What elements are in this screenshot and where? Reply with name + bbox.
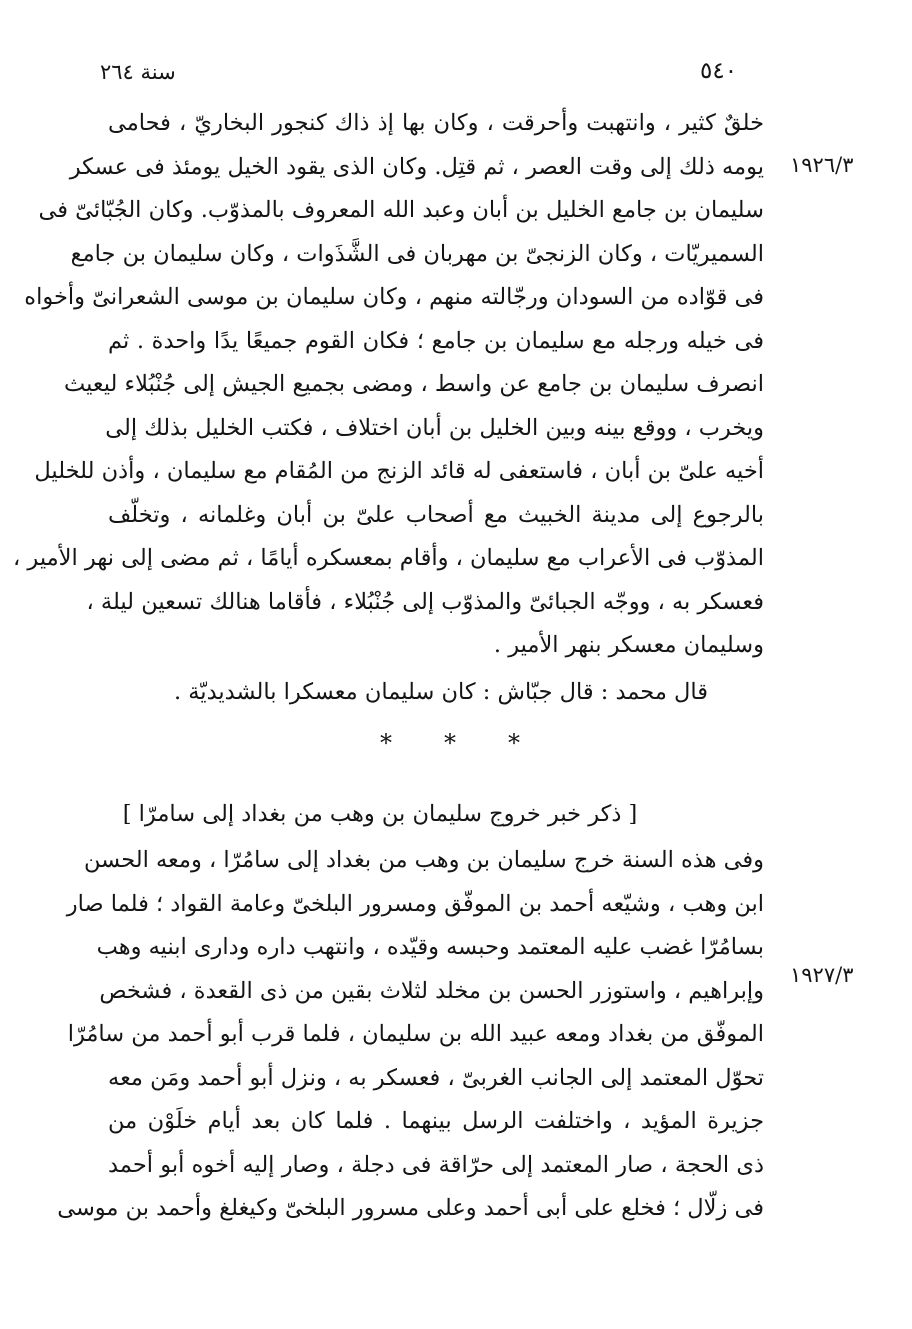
section-separator xyxy=(380,728,520,758)
text-line: ذى الحجة ، صار المعتمد إلى حرّاقة فى دجلة ، وصار إليه أخوه أبو أحمد xyxy=(108,1151,764,1178)
page-number: ٥٤٠ xyxy=(700,58,738,84)
text-line: سليمان بن جامع الخليل بن أبان وعبد الله المعروف بالمذوّب. وكان الجُبّائىّ فى xyxy=(38,197,764,223)
text-line: السميريّات ، وكان الزنجىّ بن مهربان فى الشَّذَوات ، وكان سليمان بن جامع xyxy=(70,240,764,267)
text-line: وفى هذه السنة خرج سليمان بن وهب من بغداد إلى سامُرّا ، ومعه الحسن xyxy=(84,847,764,873)
text-line: فى زلّال ؛ فخلع على أبى أحمد وعلى مسرور البلخىّ وكيغلغ وأحمد بن موسى xyxy=(57,1195,764,1221)
text-line: تحوّل المعتمد إلى الجانب الغربىّ ، فعسكر به ، ونزل أبو أحمد ومَن معه xyxy=(108,1064,764,1091)
text-line: فى خيله ورجله مع سليمان بن جامع ؛ فكان القوم جميعًا يدًا واحدة . ثم xyxy=(108,327,764,354)
separator-asterisk: * xyxy=(508,729,520,757)
body-paragraph xyxy=(13,102,764,668)
quotation-line: قال محمد : قال جبّاش : كان سليمان معسكرا بالشديديّة . xyxy=(173,679,708,705)
text-line: المذوّب فى الأعراب مع سليمان ، وأقام بمعسكره أيامًا ، ثم مضى إلى نهر الأمير ، xyxy=(13,545,764,571)
separator-asterisk: * xyxy=(380,729,392,757)
separator-asterisk: * xyxy=(444,729,456,757)
running-head-year: سنة ٢٦٤ xyxy=(100,60,176,84)
text-line: وسليمان معسكر بنهر الأمير . xyxy=(493,632,764,658)
text-line: بالرجوع إلى مدينة الخبيث مع أصحاب علىّ بن أبان وغلمانه ، وتخلّف xyxy=(108,501,764,528)
section-heading: [ ذكر خبر خروج سليمان بن وهب من بغداد إلى سامرّا ] xyxy=(122,801,638,827)
text-line: ويخرب ، ووقع بينه وبين الخليل بن أبان اختلاف ، فكتب الخليل بذلك إلى xyxy=(105,414,764,441)
text-line: انصرف سليمان بن جامع عن واسط ، ومضى بجميع الجيش إلى جُنْبُلاء ليعيث xyxy=(64,371,764,397)
text-line: ابن وهب ، وشيّعه أحمد بن الموفّق ومسرور البلخىّ وعامة القواد ؛ فلما صار xyxy=(66,890,764,917)
body-paragraph xyxy=(57,839,764,1231)
margin-reference: ١٩٢٦/٣ xyxy=(790,153,854,177)
page-header xyxy=(100,56,770,90)
text-line: جزيرة المؤيد ، واختلفت الرسل بينهما . فلما كان بعد أيام خلَوْن من xyxy=(108,1108,764,1134)
text-line: بسامُرّا غضب عليه المعتمد وحبسه وقيّده ، وانتهب داره ودارى ابنيه وهب xyxy=(96,934,764,960)
text-line: فعسكر به ، ووجّه الجبائىّ والمذوّب إلى جُنْبُلاء ، فأقاما هنالك تسعين ليلة ، xyxy=(86,588,764,615)
margin-reference: ١٩٢٧/٣ xyxy=(790,963,854,987)
text-line: الموفّق من بغداد ومعه عبيد الله بن سليمان ، فلما قرب أبو أحمد من سامُرّا xyxy=(67,1021,764,1047)
text-line: يومه ذلك إلى وقت العصر ، ثم قتِل. وكان الذى يقود الخيل يومئذ فى عسكر xyxy=(69,153,764,180)
text-line: وإبراهيم ، واستوزر الحسن بن مخلد لثلاث بقين من ذى القعدة ، فشخص xyxy=(99,977,764,1004)
text-line: خلقٌ كثير ، وانتهبت وأحرقت ، وكان بها إذ ذاك كنجور البخاريّ ، فحامى xyxy=(108,110,764,136)
text-line: فى قوّاده من السودان ورجّالته منهم ، وكان سليمان بن موسى الشعرانىّ وأخواه xyxy=(24,284,764,310)
text-line: أخيه علىّ بن أبان ، فاستعفى له قائد الزنج من المُقام مع سليمان ، وأذن للخليل xyxy=(34,458,764,484)
